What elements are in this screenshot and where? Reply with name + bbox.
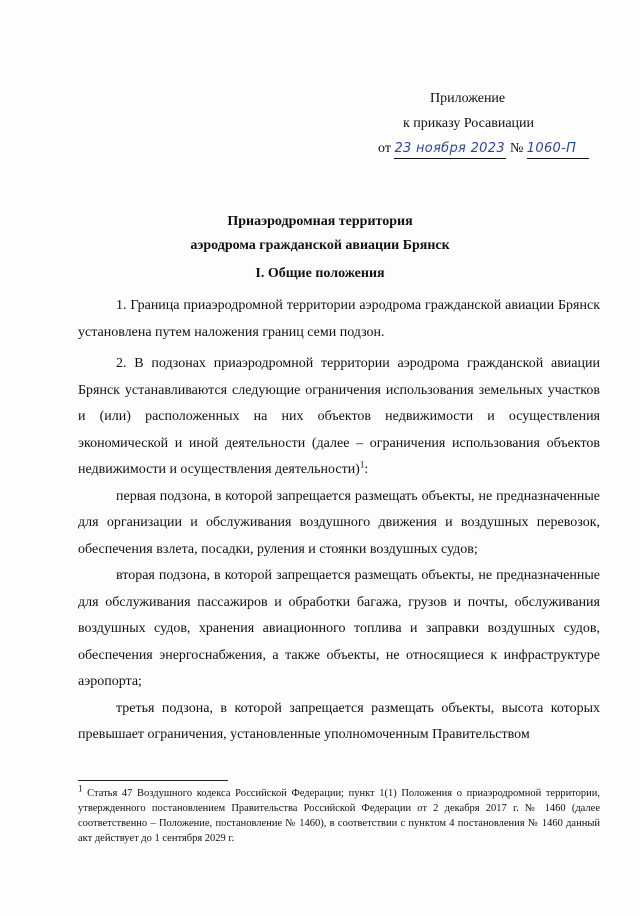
number-sign: № [509,141,524,156]
paragraph-1: 1. Граница приаэродромной территории аэродрома гражданской авиации Брянск установлена путем наложения границ семи подзон. [78,298,600,340]
subzone-2: вторая подзона, в которой запрещается размещать объекты, не предназначенные для обслуживания пассажиров и обработки багажа, грузов и почты, обслуживания воздушных судов, хранения авиационного топлива и заправки воздушных судов, обеспечения энергоснабжения, а также объекты, не относящиеся к инфраструктуре аэропорта; [78,568,600,689]
order-date-number [378,136,608,161]
document-body [78,293,600,749]
section-heading: I. Общие положения [255,266,385,281]
handwritten-date: 23 ноября 2023 [394,141,505,156]
from-prefix: от [378,141,391,156]
subzone-3: третья подзона, в которой запрещается размещать объекты, высота которых превышает ограничения, установленные уполномоченным Правительством [78,700,600,742]
subzone-1: первая подзона, в которой запрещается размещать объекты, не предназначенные для организации и обслуживания воздушного движения и воздушных перевозок, обеспечения взлета, посадки, руления и стоянки воздушных судов; [78,488,600,557]
appendix-label: Приложение [430,91,506,106]
document-title-line2: аэродрома гражданской авиации Брянск [190,238,450,253]
appendix-header [378,86,608,161]
order-reference: к приказу Росавиации [403,116,535,131]
footnote-mark: 1 [78,783,83,794]
document-title-line1: Приаэродромная территория [227,214,413,229]
footnote [78,783,601,846]
paragraph-2: 2. В подзонах приаэродромной территории аэродрома гражданской авиации Брянск устанавливаются следующие ограничения использования земельных участков и (или) расположенных на них объектов недвижимости и осуществления экономической и иной деятельности (далее – ограничения использования объектов недвижимости и осуществления деятельности)$^1$: [78,356,600,477]
footnote-divider [78,780,228,781]
handwritten-number: 1060-П [526,141,577,156]
footnote-reference: 1 [359,459,365,470]
footnote-text: Статья 47 Воздушного кодекса Российской Федерации; пункт 1(1) Положения о приаэродромной территории, утвержденного постановлением Правительства Российской Федерации от 2 декабря 2017 г. № 1460 (далее соответственно – Положение, постановление № 1460), в соответствии с пунктом 4 постановления № 1460 данный акт действует до 1 сентября 2029 г. [78,788,601,844]
